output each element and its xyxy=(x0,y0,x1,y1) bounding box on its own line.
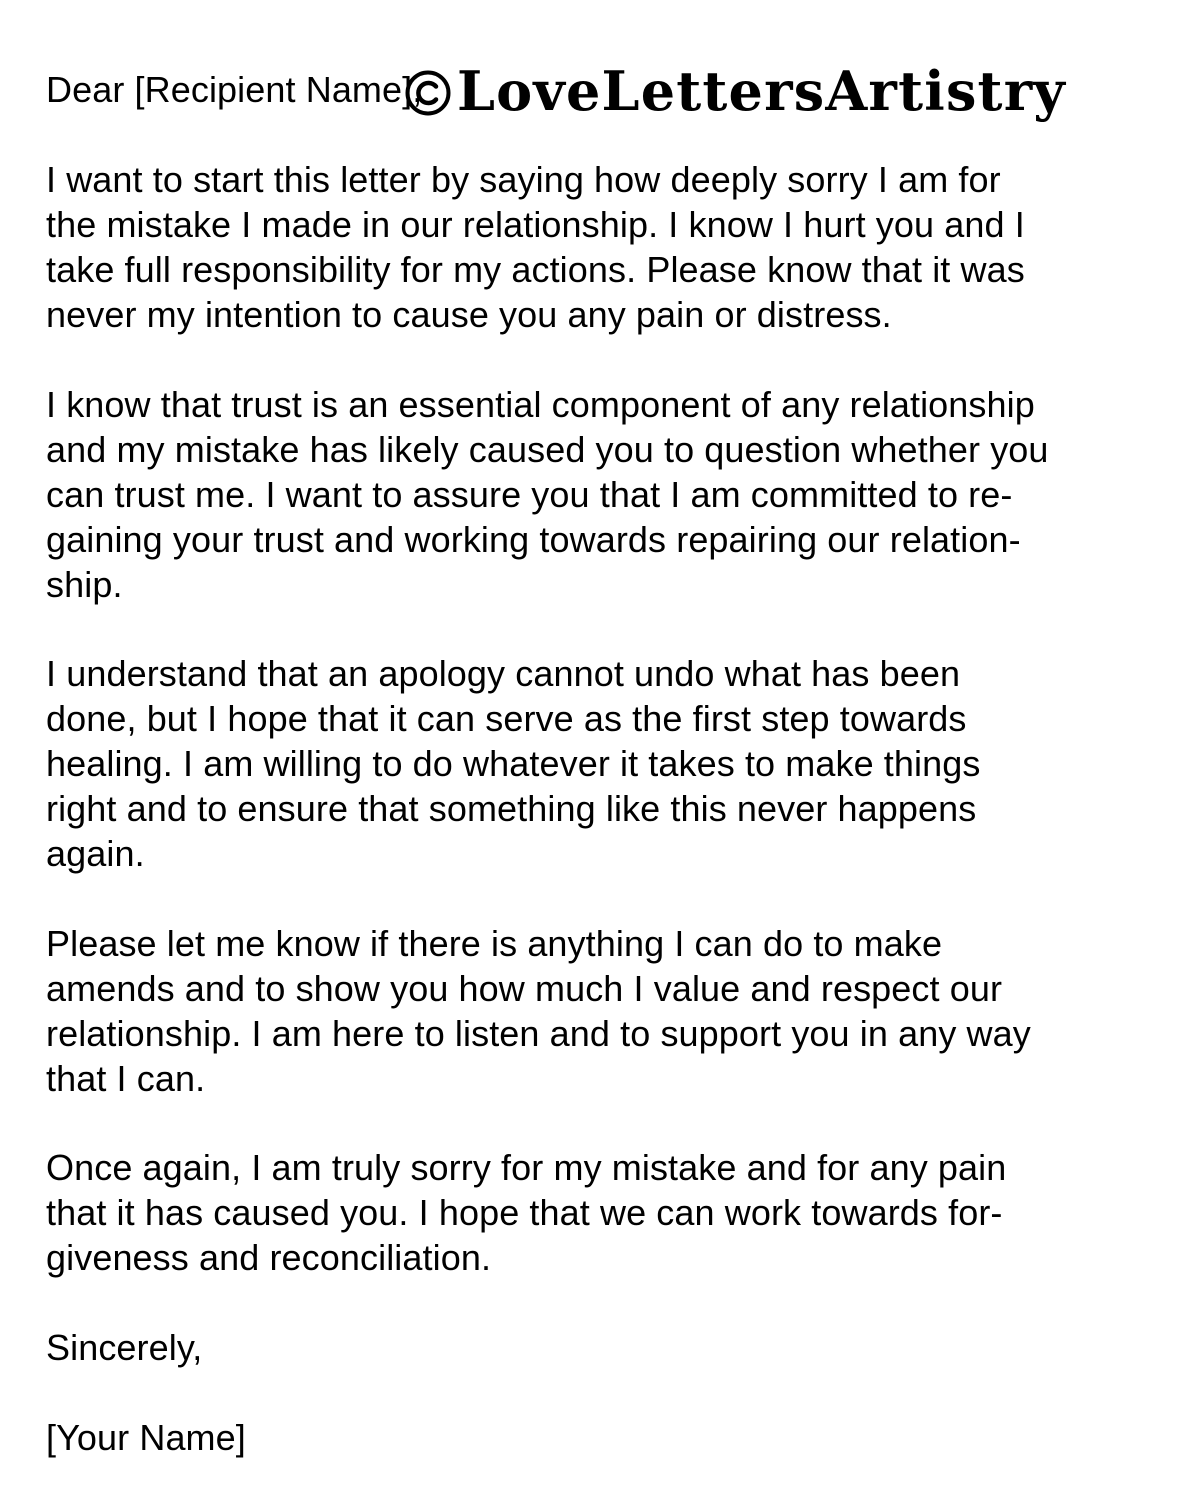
paragraph-line: relationship. I am here to listen and to support you in any way xyxy=(46,1013,1031,1054)
copyright-icon xyxy=(405,70,451,116)
paragraph-line: that it has caused you. I hope that we can work towards for- xyxy=(46,1192,1003,1233)
paragraph-line: I understand that an apology cannot undo what has been xyxy=(46,653,961,694)
paragraph-line: Once again, I am truly sorry for my mistake and for any pain xyxy=(46,1147,1007,1188)
paragraph-line: that I can. xyxy=(46,1058,206,1099)
watermark xyxy=(405,58,1066,124)
paragraph-line: giveness and reconciliation. xyxy=(46,1237,492,1278)
salutation: Dear [Recipient Name], xyxy=(46,69,423,110)
paragraph-line: take full responsibility for my actions. Please know that it was xyxy=(46,249,1025,290)
paragraph-line: Please let me know if there is anything I can do to make xyxy=(46,923,943,964)
paragraph-line: never my intention to cause you any pain or distress. xyxy=(46,294,892,335)
paragraph-line: can trust me. I want to assure you that I am committed to re- xyxy=(46,474,1013,515)
paragraph-line: gaining your trust and working towards repairing our relation- xyxy=(46,519,1021,560)
paragraph-5 xyxy=(46,1145,1006,1280)
paragraph-line: and my mistake has likely caused you to question whether you xyxy=(46,429,1049,470)
paragraph-line: healing. I am willing to do whatever it takes to make things xyxy=(46,743,981,784)
paragraph-line: again. xyxy=(46,833,145,874)
paragraph-line: right and to ensure that something like this never happens xyxy=(46,788,977,829)
paragraph-line: I want to start this letter by saying how deeply sorry I am for xyxy=(46,159,1001,200)
paragraph-line: ship. xyxy=(46,564,123,605)
signature: [Your Name] xyxy=(46,1417,246,1458)
watermark-text: LoveLettersArtistry xyxy=(457,59,1066,123)
paragraph-2 xyxy=(46,382,1049,607)
paragraph-1 xyxy=(46,157,1025,337)
paragraph-4 xyxy=(46,921,1031,1101)
paragraph-3 xyxy=(46,651,980,876)
paragraph-line: done, but I hope that it can serve as the first step towards xyxy=(46,698,967,739)
paragraph-line: the mistake I made in our relationship. I know I hurt you and I xyxy=(46,204,1025,245)
paragraph-line: I know that trust is an essential component of any relationship xyxy=(46,384,1035,425)
paragraph-line: amends and to show you how much I value and respect our xyxy=(46,968,1003,1009)
closing: Sincerely, xyxy=(46,1327,203,1368)
